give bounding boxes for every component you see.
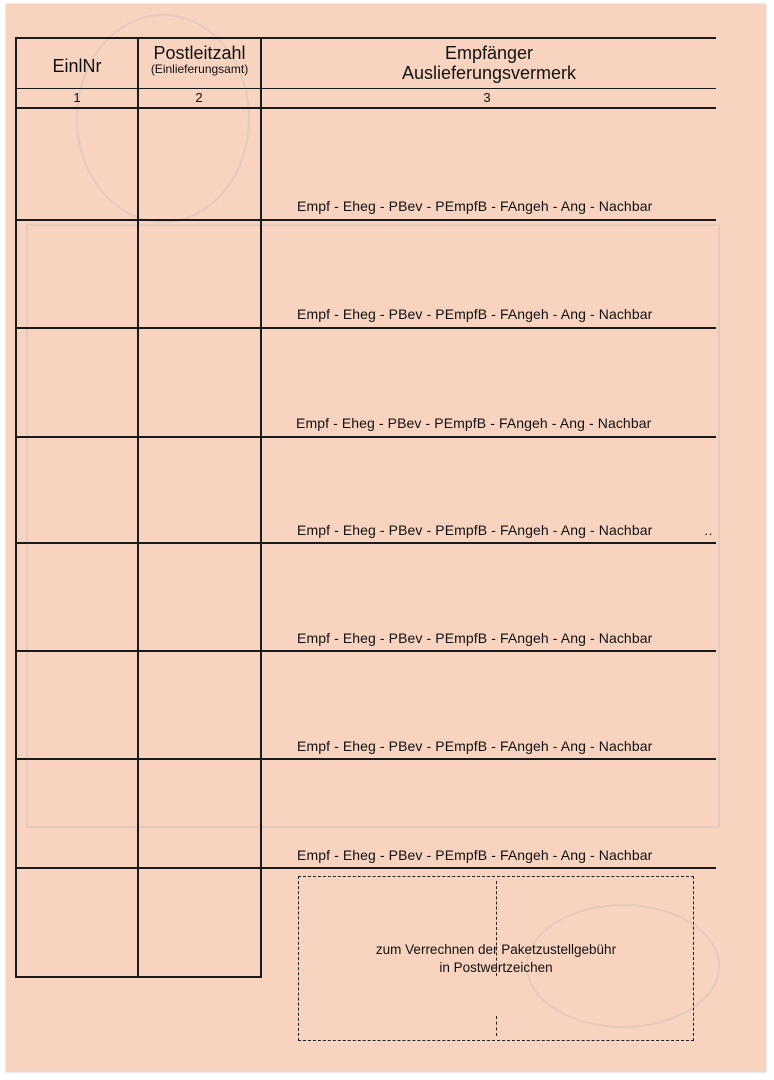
fee-box-line1: zum Verrechnen der Paketzustellgebühr bbox=[375, 942, 617, 957]
delivery-options-row-6: Empf - Eheg - PBev - PEmpfB - FAngeh - Ang - Nachbar bbox=[297, 738, 653, 754]
delivery-options-row-4: Empf - Eheg - PBev - PEmpfB - FAngeh - Ang - Nachbar bbox=[297, 522, 653, 538]
header-divider bbox=[15, 88, 716, 89]
header-empfaenger bbox=[262, 44, 716, 84]
column-number-1: 1 bbox=[73, 90, 81, 105]
column-number-3: 3 bbox=[483, 90, 491, 105]
col-divider-2 bbox=[260, 37, 262, 978]
header-postleitzahl-sub: (Einlieferungsamt) bbox=[150, 61, 249, 76]
delivery-options-row-2: Empf - Eheg - PBev - PEmpfB - FAngeh - Ang - Nachbar bbox=[297, 306, 653, 322]
table-border-bottom bbox=[15, 976, 262, 978]
header-einlnr: EinlNr bbox=[52, 56, 102, 76]
delivery-table bbox=[15, 37, 716, 978]
row-divider bbox=[15, 650, 716, 652]
fee-box-line2: in Postwertzeichen bbox=[439, 960, 553, 976]
colnum-divider bbox=[15, 107, 716, 109]
row-divider bbox=[15, 542, 716, 544]
table-border-left bbox=[15, 37, 17, 978]
delivery-options-row-5: Empf - Eheg - PBev - PEmpfB - FAngeh - Ang - Nachbar bbox=[297, 630, 653, 646]
stray-mark: ·· bbox=[704, 526, 713, 541]
table-border-top bbox=[15, 37, 716, 39]
row-divider bbox=[15, 436, 716, 438]
header-empfaenger-line2: Auslieferungsvermerk bbox=[401, 62, 577, 83]
fee-box-divider-bottom bbox=[496, 1016, 497, 1036]
row-divider bbox=[15, 758, 716, 760]
row-divider bbox=[15, 219, 716, 221]
header-empfaenger-line1: Empfänger bbox=[444, 43, 534, 63]
delivery-options-row-1: Empf - Eheg - PBev - PEmpfB - FAngeh - Ang - Nachbar bbox=[297, 198, 653, 214]
delivery-options-row-3: Empf - Eheg - PBev - PEmpfB - FAngeh - Ang - Nachbar bbox=[296, 415, 652, 431]
header-postleitzahl bbox=[139, 44, 260, 75]
delivery-options-row-7: Empf - Eheg - PBev - PEmpfB - FAngeh - Ang - Nachbar bbox=[297, 847, 653, 863]
row-divider bbox=[15, 327, 716, 329]
col-divider-1 bbox=[137, 37, 139, 978]
fee-stamp-box bbox=[298, 876, 694, 1041]
column-number-2: 2 bbox=[195, 90, 203, 105]
header-postleitzahl-main: Postleitzahl bbox=[153, 43, 246, 63]
fee-box-text bbox=[299, 941, 693, 977]
row-divider bbox=[15, 867, 716, 869]
